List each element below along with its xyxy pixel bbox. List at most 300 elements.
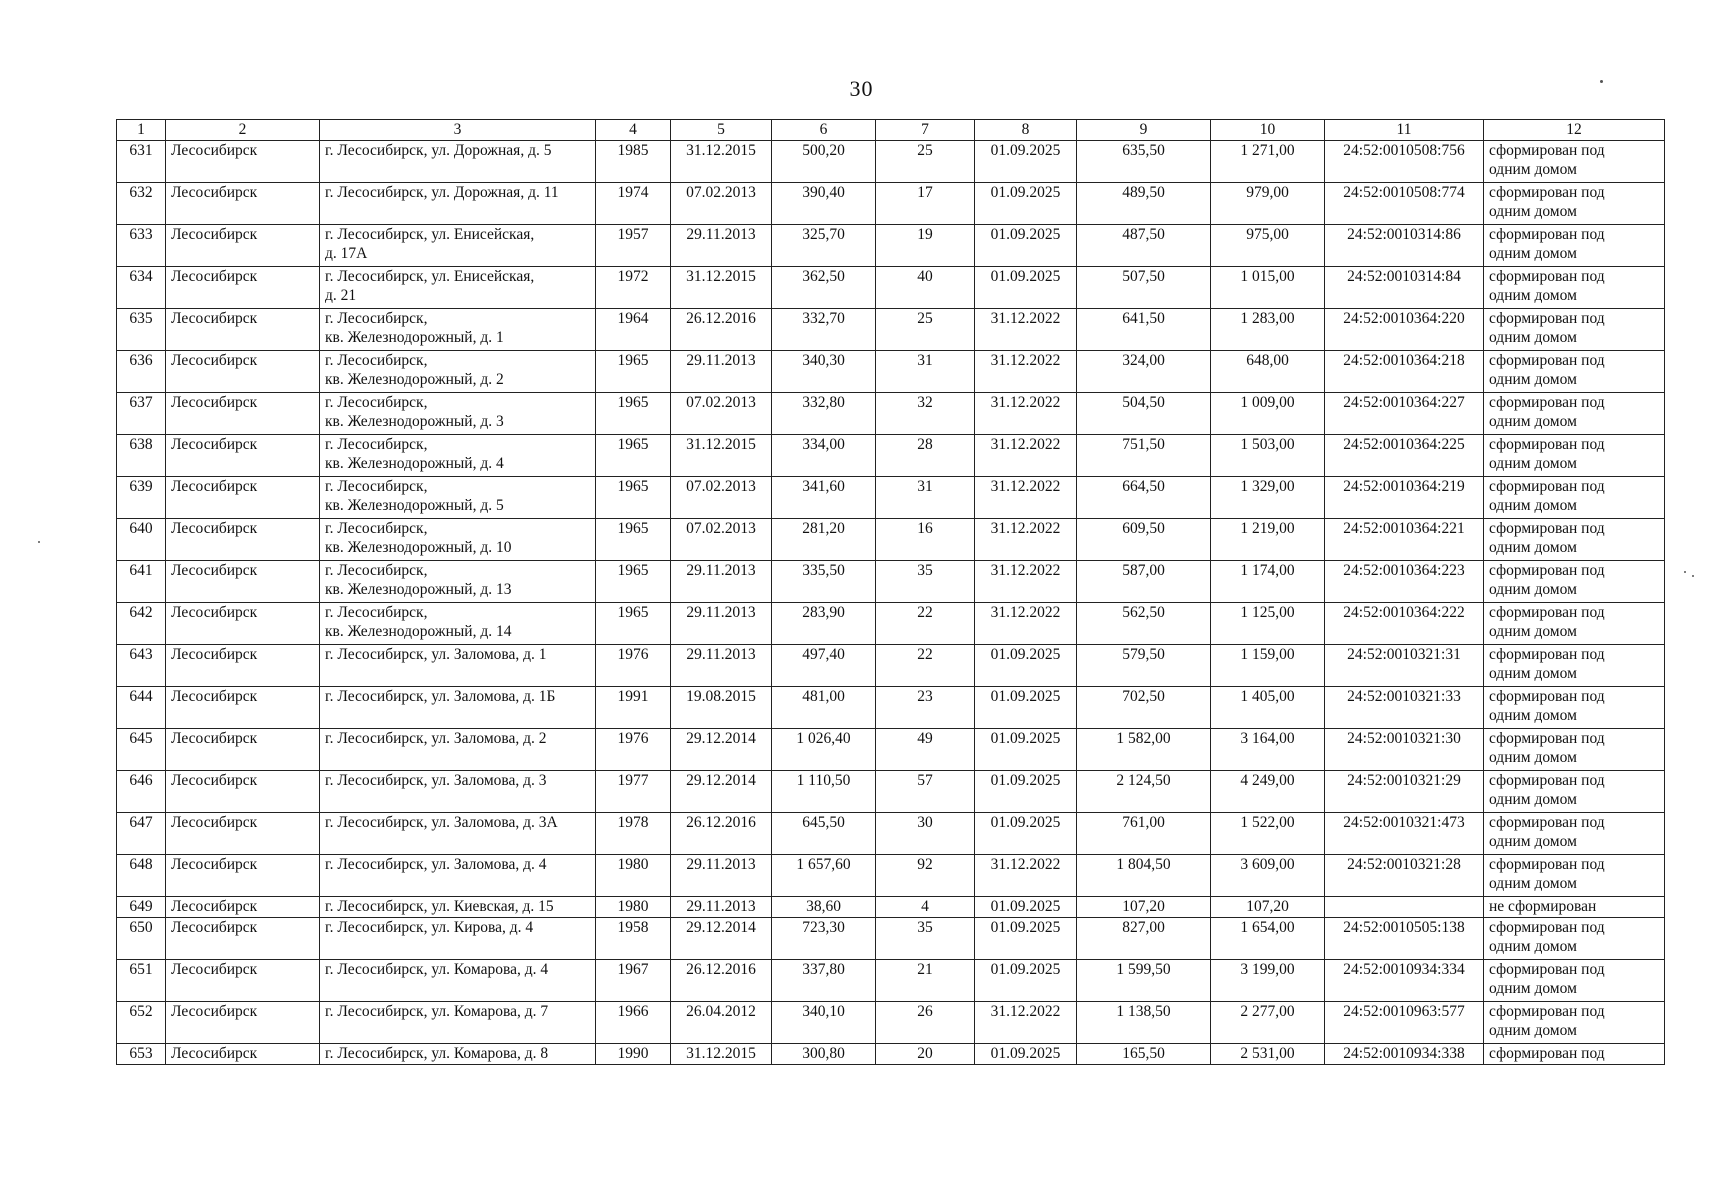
cell-year: 1958: [596, 918, 671, 960]
status-line-2: одним домом: [1489, 245, 1577, 262]
cell-date: 07.02.2013: [671, 477, 772, 519]
status-line-1: сформирован под: [1489, 310, 1605, 327]
status-line-1: сформирован под: [1489, 184, 1605, 201]
cell-value-10: 2 531,00: [1211, 1044, 1325, 1065]
cell-land-status: [1484, 918, 1665, 960]
column-header: 8: [975, 120, 1077, 141]
cell-year: 1974: [596, 183, 671, 225]
cell-row-number: 634: [117, 267, 166, 309]
cell-deadline: 31.12.2022: [975, 477, 1077, 519]
status-line-1: сформирован под: [1489, 562, 1605, 579]
cell-residents: 21: [876, 960, 975, 1002]
address-line-1: г. Лесосибирск, ул. Заломова, д. 3А: [325, 814, 558, 831]
address-line-2: д. 21: [325, 287, 357, 304]
cell-residents: 35: [876, 561, 975, 603]
cell-deadline: 31.12.2022: [975, 855, 1077, 897]
cell-municipality: Лесосибирск: [166, 183, 320, 225]
status-line-2: одним домом: [1489, 623, 1577, 640]
table-row: [117, 435, 1665, 477]
cell-municipality: Лесосибирск: [166, 393, 320, 435]
address-line-1: г. Лесосибирск, ул. Енисейская,: [325, 226, 535, 243]
cell-value-10: 1 009,00: [1211, 393, 1325, 435]
cell-cadastral-number: 24:52:0010314:84: [1325, 267, 1484, 309]
cell-area: 300,80: [772, 1044, 876, 1065]
cell-row-number: 639: [117, 477, 166, 519]
cell-address: [320, 960, 596, 1002]
cell-area: 645,50: [772, 813, 876, 855]
status-line-1: сформирован под: [1489, 961, 1605, 978]
table-row: [117, 561, 1665, 603]
cell-residents: 28: [876, 435, 975, 477]
table-row: [117, 960, 1665, 1002]
cell-value-9: 579,50: [1077, 645, 1211, 687]
cell-cadastral-number: 24:52:0010934:334: [1325, 960, 1484, 1002]
cell-date: 26.12.2016: [671, 309, 772, 351]
cell-land-status: [1484, 729, 1665, 771]
address-line-1: г. Лесосибирск, ул. Комарова, д. 8: [325, 1045, 549, 1062]
cell-municipality: Лесосибирск: [166, 141, 320, 183]
cell-municipality: Лесосибирск: [166, 687, 320, 729]
cell-municipality: Лесосибирск: [166, 897, 320, 918]
cell-date: 29.11.2013: [671, 897, 772, 918]
cell-residents: 92: [876, 855, 975, 897]
cell-row-number: 631: [117, 141, 166, 183]
cell-value-9: 1 599,50: [1077, 960, 1211, 1002]
status-line-2: одним домом: [1489, 287, 1577, 304]
address-line-1: г. Лесосибирск,: [325, 604, 428, 621]
cell-value-9: 664,50: [1077, 477, 1211, 519]
cell-municipality: Лесосибирск: [166, 1002, 320, 1044]
cell-address: [320, 603, 596, 645]
cell-address: [320, 1002, 596, 1044]
cell-land-status: [1484, 141, 1665, 183]
cell-value-9: 587,00: [1077, 561, 1211, 603]
cell-area: 281,20: [772, 519, 876, 561]
status-line-1: сформирован под: [1489, 520, 1605, 537]
address-line-2: кв. Железнодорожный, д. 4: [325, 455, 504, 472]
cell-residents: 23: [876, 687, 975, 729]
cell-deadline: 01.09.2025: [975, 225, 1077, 267]
status-line-2: одним домом: [1489, 371, 1577, 388]
cell-deadline: 01.09.2025: [975, 960, 1077, 1002]
cell-year: 1977: [596, 771, 671, 813]
cell-residents: 31: [876, 351, 975, 393]
cell-value-9: 609,50: [1077, 519, 1211, 561]
cell-deadline: 01.09.2025: [975, 687, 1077, 729]
cell-area: 723,30: [772, 918, 876, 960]
status-line-1: сформирован под: [1489, 646, 1605, 663]
status-line-2: одним домом: [1489, 581, 1577, 598]
cell-land-status: [1484, 561, 1665, 603]
table-row: [117, 351, 1665, 393]
table-row: [117, 603, 1665, 645]
cell-date: 31.12.2015: [671, 267, 772, 309]
cell-year: 1965: [596, 351, 671, 393]
cell-deadline: 31.12.2022: [975, 351, 1077, 393]
cell-land-status: [1484, 183, 1665, 225]
status-line-2: одним домом: [1489, 749, 1577, 766]
cell-residents: 49: [876, 729, 975, 771]
status-line-1: сформирован под: [1489, 268, 1605, 285]
cell-value-10: 4 249,00: [1211, 771, 1325, 813]
cell-land-status: [1484, 645, 1665, 687]
cell-cadastral-number: 24:52:0010364:222: [1325, 603, 1484, 645]
cell-address: [320, 645, 596, 687]
address-line-1: г. Лесосибирск, ул. Заломова, д. 1Б: [325, 688, 556, 705]
cell-row-number: 633: [117, 225, 166, 267]
status-line-2: одним домом: [1489, 413, 1577, 430]
cell-year: 1965: [596, 393, 671, 435]
cell-date: 26.12.2016: [671, 813, 772, 855]
cell-value-10: 1 405,00: [1211, 687, 1325, 729]
address-line-1: г. Лесосибирск,: [325, 436, 428, 453]
scan-speck: [1692, 575, 1694, 577]
cell-residents: 22: [876, 645, 975, 687]
cell-value-9: 562,50: [1077, 603, 1211, 645]
cell-area: 334,00: [772, 435, 876, 477]
cell-row-number: 643: [117, 645, 166, 687]
cell-cadastral-number: [1325, 897, 1484, 918]
cell-row-number: 638: [117, 435, 166, 477]
cell-value-10: 1 271,00: [1211, 141, 1325, 183]
cell-cadastral-number: 24:52:0010321:30: [1325, 729, 1484, 771]
cell-address: [320, 435, 596, 477]
cell-land-status: [1484, 1002, 1665, 1044]
status-line-2: одним домом: [1489, 875, 1577, 892]
cell-value-10: 107,20: [1211, 897, 1325, 918]
cell-year: 1965: [596, 519, 671, 561]
cell-row-number: 648: [117, 855, 166, 897]
column-header: 12: [1484, 120, 1665, 141]
address-line-1: г. Лесосибирск,: [325, 352, 428, 369]
status-line-2: одним домом: [1489, 707, 1577, 724]
cell-value-10: 1 654,00: [1211, 918, 1325, 960]
cell-residents: 26: [876, 1002, 975, 1044]
cell-value-9: 1 138,50: [1077, 1002, 1211, 1044]
status-line-2: одним домом: [1489, 203, 1577, 220]
cell-date: 29.11.2013: [671, 225, 772, 267]
cell-land-status: [1484, 855, 1665, 897]
cell-land-status: [1484, 771, 1665, 813]
address-line-2: д. 17А: [325, 245, 368, 262]
status-line-1: сформирован под: [1489, 1003, 1605, 1020]
cell-municipality: Лесосибирск: [166, 1044, 320, 1065]
cell-cadastral-number: 24:52:0010505:138: [1325, 918, 1484, 960]
cell-residents: 20: [876, 1044, 975, 1065]
cell-date: 29.11.2013: [671, 351, 772, 393]
cell-value-10: 1 125,00: [1211, 603, 1325, 645]
table-row: [117, 813, 1665, 855]
cell-cadastral-number: 24:52:0010364:227: [1325, 393, 1484, 435]
cell-residents: 32: [876, 393, 975, 435]
table-row: [117, 519, 1665, 561]
cell-land-status: [1484, 225, 1665, 267]
cell-date: 29.11.2013: [671, 603, 772, 645]
cell-year: 1964: [596, 309, 671, 351]
cell-deadline: 31.12.2022: [975, 435, 1077, 477]
address-line-1: г. Лесосибирск, ул. Дорожная, д. 5: [325, 142, 552, 159]
cell-value-10: 3 164,00: [1211, 729, 1325, 771]
cell-cadastral-number: 24:52:0010321:28: [1325, 855, 1484, 897]
cell-land-status: [1484, 960, 1665, 1002]
cell-row-number: 641: [117, 561, 166, 603]
cell-year: 1965: [596, 477, 671, 519]
table-row: [117, 1044, 1665, 1065]
cell-deadline: 01.09.2025: [975, 771, 1077, 813]
table-row: [117, 225, 1665, 267]
status-line-1: сформирован под: [1489, 142, 1605, 159]
address-line-1: г. Лесосибирск, ул. Заломова, д. 2: [325, 730, 547, 747]
cell-year: 1991: [596, 687, 671, 729]
cell-address: [320, 351, 596, 393]
cell-municipality: Лесосибирск: [166, 960, 320, 1002]
cell-year: 1966: [596, 1002, 671, 1044]
status-line-1: сформирован под: [1489, 688, 1605, 705]
cell-value-9: 827,00: [1077, 918, 1211, 960]
cell-address: [320, 477, 596, 519]
scan-speck: [1600, 80, 1603, 83]
address-line-1: г. Лесосибирск, ул. Енисейская,: [325, 268, 535, 285]
status-line-1: сформирован под: [1489, 772, 1605, 789]
address-line-2: кв. Железнодорожный, д. 14: [325, 623, 512, 640]
status-line-2: одним домом: [1489, 938, 1577, 955]
status-line-1: сформирован под: [1489, 226, 1605, 243]
cell-area: 362,50: [772, 267, 876, 309]
cell-year: 1967: [596, 960, 671, 1002]
status-line-2: одним домом: [1489, 329, 1577, 346]
cell-row-number: 636: [117, 351, 166, 393]
status-line-2: одним домом: [1489, 791, 1577, 808]
cell-date: 29.11.2013: [671, 855, 772, 897]
address-line-1: г. Лесосибирск, ул. Дорожная, д. 11: [325, 184, 559, 201]
cell-municipality: Лесосибирск: [166, 477, 320, 519]
cell-value-10: 1 503,00: [1211, 435, 1325, 477]
cell-land-status: [1484, 435, 1665, 477]
cell-municipality: Лесосибирск: [166, 603, 320, 645]
cell-value-10: 3 199,00: [1211, 960, 1325, 1002]
cell-cadastral-number: 24:52:0010364:219: [1325, 477, 1484, 519]
cell-date: 29.11.2013: [671, 645, 772, 687]
cell-date: 07.02.2013: [671, 519, 772, 561]
cell-date: 19.08.2015: [671, 687, 772, 729]
cell-municipality: Лесосибирск: [166, 771, 320, 813]
table-row: [117, 918, 1665, 960]
table-row: [117, 729, 1665, 771]
cell-date: 29.12.2014: [671, 771, 772, 813]
cell-land-status: [1484, 813, 1665, 855]
cell-residents: 40: [876, 267, 975, 309]
cell-year: 1990: [596, 1044, 671, 1065]
cell-row-number: 640: [117, 519, 166, 561]
cell-area: 497,40: [772, 645, 876, 687]
cell-value-9: 489,50: [1077, 183, 1211, 225]
cell-year: 1976: [596, 645, 671, 687]
cell-row-number: 649: [117, 897, 166, 918]
cell-row-number: 632: [117, 183, 166, 225]
column-header: 2: [166, 120, 320, 141]
address-line-1: г. Лесосибирск, ул. Кирова, д. 4: [325, 919, 534, 936]
cell-value-9: 641,50: [1077, 309, 1211, 351]
cell-address: [320, 267, 596, 309]
cell-area: 332,80: [772, 393, 876, 435]
status-line-1: сформирован под: [1489, 856, 1605, 873]
cell-date: 07.02.2013: [671, 393, 772, 435]
cell-year: 1972: [596, 267, 671, 309]
cell-municipality: Лесосибирск: [166, 435, 320, 477]
table-row: [117, 1002, 1665, 1044]
page-number: 30: [849, 76, 874, 101]
cell-year: 1957: [596, 225, 671, 267]
cell-deadline: 01.09.2025: [975, 1044, 1077, 1065]
cell-residents: 57: [876, 771, 975, 813]
cell-row-number: 637: [117, 393, 166, 435]
cell-address: [320, 1044, 596, 1065]
cell-deadline: 01.09.2025: [975, 645, 1077, 687]
cell-land-status: [1484, 519, 1665, 561]
cell-deadline: 31.12.2022: [975, 519, 1077, 561]
column-header: 5: [671, 120, 772, 141]
cell-value-10: 1 522,00: [1211, 813, 1325, 855]
cell-value-10: 3 609,00: [1211, 855, 1325, 897]
cell-row-number: 650: [117, 918, 166, 960]
status-line-2: одним домом: [1489, 1022, 1577, 1039]
cell-address: [320, 393, 596, 435]
status-line-1: не сформирован: [1489, 898, 1597, 915]
cell-row-number: 642: [117, 603, 166, 645]
scan-speck: [38, 541, 40, 543]
column-header: 1: [117, 120, 166, 141]
status-line-2: одним домом: [1489, 455, 1577, 472]
address-line-1: г. Лесосибирск, ул. Заломова, д. 1: [325, 646, 547, 663]
column-header: 7: [876, 120, 975, 141]
cell-residents: 19: [876, 225, 975, 267]
cell-row-number: 651: [117, 960, 166, 1002]
status-line-1: сформирован под: [1489, 478, 1605, 495]
cell-row-number: 645: [117, 729, 166, 771]
cell-cadastral-number: 24:52:0010364:223: [1325, 561, 1484, 603]
table-row: [117, 771, 1665, 813]
column-header: 10: [1211, 120, 1325, 141]
cell-date: 26.12.2016: [671, 960, 772, 1002]
cell-cadastral-number: 24:52:0010364:218: [1325, 351, 1484, 393]
cell-value-9: 1 582,00: [1077, 729, 1211, 771]
cell-municipality: Лесосибирск: [166, 645, 320, 687]
cell-residents: 25: [876, 309, 975, 351]
cell-deadline: 01.09.2025: [975, 141, 1077, 183]
cell-cadastral-number: 24:52:0010364:220: [1325, 309, 1484, 351]
cell-value-9: 702,50: [1077, 687, 1211, 729]
cell-deadline: 01.09.2025: [975, 729, 1077, 771]
cell-cadastral-number: 24:52:0010364:221: [1325, 519, 1484, 561]
cell-address: [320, 729, 596, 771]
cell-municipality: Лесосибирск: [166, 561, 320, 603]
cell-row-number: 644: [117, 687, 166, 729]
cell-value-9: 507,50: [1077, 267, 1211, 309]
cell-cadastral-number: 24:52:0010963:577: [1325, 1002, 1484, 1044]
cell-area: 1 026,40: [772, 729, 876, 771]
status-line-2: одним домом: [1489, 833, 1577, 850]
cell-area: 38,60: [772, 897, 876, 918]
status-line-2: одним домом: [1489, 665, 1577, 682]
table-row: [117, 183, 1665, 225]
status-line-1: сформирован под: [1489, 730, 1605, 747]
cell-residents: 16: [876, 519, 975, 561]
cell-land-status: [1484, 477, 1665, 519]
cell-municipality: Лесосибирск: [166, 267, 320, 309]
cell-date: 29.12.2014: [671, 918, 772, 960]
cell-deadline: 31.12.2022: [975, 561, 1077, 603]
cell-date: 26.04.2012: [671, 1002, 772, 1044]
cell-year: 1980: [596, 855, 671, 897]
status-line-2: одним домом: [1489, 980, 1577, 997]
cell-row-number: 647: [117, 813, 166, 855]
address-line-1: г. Лесосибирск,: [325, 478, 428, 495]
cell-date: 07.02.2013: [671, 183, 772, 225]
cell-cadastral-number: 24:52:0010314:86: [1325, 225, 1484, 267]
cell-cadastral-number: 24:52:0010321:473: [1325, 813, 1484, 855]
cell-value-10: 1 159,00: [1211, 645, 1325, 687]
status-line-1: сформирован под: [1489, 436, 1605, 453]
status-line-1: сформирован под: [1489, 814, 1605, 831]
cell-area: 481,00: [772, 687, 876, 729]
cell-deadline: 01.09.2025: [975, 918, 1077, 960]
status-line-1: сформирован под: [1489, 352, 1605, 369]
cell-area: 341,60: [772, 477, 876, 519]
cell-residents: 31: [876, 477, 975, 519]
address-line-2: кв. Железнодорожный, д. 3: [325, 413, 504, 430]
housing-register-table: [116, 119, 1665, 1065]
cell-land-status: [1484, 1044, 1665, 1065]
cell-value-9: 1 804,50: [1077, 855, 1211, 897]
table-row: [117, 645, 1665, 687]
cell-date: 29.12.2014: [671, 729, 772, 771]
cell-land-status: [1484, 603, 1665, 645]
cell-area: 1 657,60: [772, 855, 876, 897]
cell-area: 337,80: [772, 960, 876, 1002]
cell-date: 29.11.2013: [671, 561, 772, 603]
cell-address: [320, 225, 596, 267]
cell-land-status: [1484, 897, 1665, 918]
scan-speck: [1684, 571, 1686, 573]
cell-row-number: 646: [117, 771, 166, 813]
cell-residents: 22: [876, 603, 975, 645]
address-line-1: г. Лесосибирск,: [325, 310, 428, 327]
address-line-2: кв. Железнодорожный, д. 1: [325, 329, 504, 346]
cell-deadline: 01.09.2025: [975, 813, 1077, 855]
table-row: [117, 393, 1665, 435]
address-line-2: кв. Железнодорожный, д. 2: [325, 371, 504, 388]
cell-value-9: 504,50: [1077, 393, 1211, 435]
column-header: 6: [772, 120, 876, 141]
cell-land-status: [1484, 687, 1665, 729]
table-row: [117, 687, 1665, 729]
cell-deadline: 31.12.2022: [975, 309, 1077, 351]
address-line-1: г. Лесосибирск, ул. Заломова, д. 3: [325, 772, 547, 789]
table-row: [117, 855, 1665, 897]
cell-value-10: 979,00: [1211, 183, 1325, 225]
cell-year: 1965: [596, 603, 671, 645]
cell-land-status: [1484, 393, 1665, 435]
cell-address: [320, 183, 596, 225]
cell-year: 1976: [596, 729, 671, 771]
table-row: [117, 477, 1665, 519]
cell-value-10: 1 219,00: [1211, 519, 1325, 561]
cell-municipality: Лесосибирск: [166, 309, 320, 351]
cell-address: [320, 897, 596, 918]
cell-municipality: Лесосибирск: [166, 855, 320, 897]
cell-municipality: Лесосибирск: [166, 918, 320, 960]
cell-deadline: 01.09.2025: [975, 183, 1077, 225]
